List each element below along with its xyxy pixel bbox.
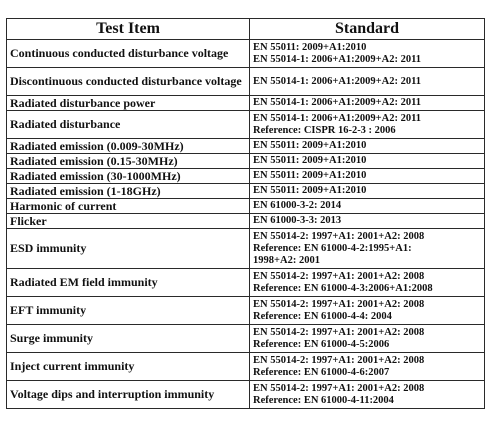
- standard-line: EN 55014-1: 2006+A1:2009+A2: 2011: [253, 53, 421, 65]
- standard-cell: [250, 96, 485, 111]
- standard-line: EN 61000-3-2: 2014: [253, 200, 342, 211]
- table-row: [7, 297, 485, 325]
- standard-line: EN 55014-2: 1997+A1: 2001+A2: 2008: [253, 230, 425, 242]
- standard-line: Reference: CISPR 16-2-3 : 2006: [253, 124, 396, 136]
- test-item-cell: ESD immunity: [7, 229, 250, 269]
- table-body: [7, 40, 485, 409]
- standard-cell: [250, 381, 485, 409]
- test-item-cell: Radiated disturbance: [7, 111, 250, 139]
- standard-cell: [250, 40, 485, 68]
- table-row: [7, 40, 485, 68]
- standard-line: Reference: EN 61000-4-5:2006: [253, 338, 390, 350]
- standard-line: EN 55011: 2009+A1:2010: [253, 155, 367, 166]
- test-item-cell: Flicker: [7, 214, 250, 229]
- table-row: [7, 169, 485, 184]
- test-item-cell: Radiated disturbance power: [7, 96, 250, 111]
- standard-cell: [250, 139, 485, 154]
- test-item-cell: Harmonic of current: [7, 199, 250, 214]
- test-item-cell: Surge immunity: [7, 325, 250, 353]
- table-row: [7, 214, 485, 229]
- table-row: [7, 184, 485, 199]
- standard-cell: [250, 229, 485, 269]
- standard-line: Reference: EN 61000-4-11:2004: [253, 394, 394, 406]
- table-row: [7, 68, 485, 96]
- standard-line: EN 55014-2: 1997+A1: 2001+A2: 2008: [253, 270, 425, 282]
- test-item-cell: Voltage dips and interruption immunity: [7, 381, 250, 409]
- standard-line: Reference: EN 61000-4-2:1995+A1:: [253, 242, 412, 254]
- standard-line: 1998+A2: 2001: [253, 254, 320, 266]
- standard-cell: [250, 169, 485, 184]
- standard-cell: [250, 111, 485, 139]
- table-row: [7, 139, 485, 154]
- table-row: [7, 111, 485, 139]
- standard-line: EN 55011: 2009+A1:2010: [253, 170, 367, 181]
- test-item-cell: Radiated EM field immunity: [7, 269, 250, 297]
- test-item-cell: EFT immunity: [7, 297, 250, 325]
- standard-cell: [250, 297, 485, 325]
- standard-line: Reference: EN 61000-4-6:2007: [253, 366, 390, 378]
- standard-line: EN 55011: 2009+A1:2010: [253, 185, 367, 196]
- standard-cell: [250, 269, 485, 297]
- standard-cell: [250, 184, 485, 199]
- standard-line: EN 55014-2: 1997+A1: 2001+A2: 2008: [253, 326, 425, 338]
- standard-line: EN 55014-2: 1997+A1: 2001+A2: 2008: [253, 382, 425, 394]
- table-row: [7, 154, 485, 169]
- test-item-cell: Continuous conducted disturbance voltage: [7, 40, 250, 68]
- standard-cell: [250, 353, 485, 381]
- standard-cell: [250, 68, 485, 96]
- table-row: [7, 325, 485, 353]
- table-row: [7, 199, 485, 214]
- standard-line: EN 55011: 2009+A1:2010: [253, 140, 367, 151]
- test-item-cell: Radiated emission (30-1000MHz): [7, 169, 250, 184]
- standard-line: EN 55014-2: 1997+A1: 2001+A2: 2008: [253, 354, 425, 366]
- header-standard: Standard: [250, 19, 485, 40]
- standard-cell: [250, 325, 485, 353]
- test-item-cell: Radiated emission (0.15-30MHz): [7, 154, 250, 169]
- test-item-cell: Inject current immunity: [7, 353, 250, 381]
- standard-line: EN 55014-1: 2006+A1:2009+A2: 2011: [253, 112, 421, 124]
- test-standards-table: [6, 18, 485, 409]
- standard-line: EN 55011: 2009+A1:2010: [253, 41, 367, 53]
- table-row: [7, 269, 485, 297]
- test-item-cell: Discontinuous conducted disturbance voltage: [7, 68, 250, 96]
- standard-line: EN 55014-1: 2006+A1:2009+A2: 2011: [253, 97, 421, 108]
- table-row: [7, 229, 485, 269]
- table-row: [7, 96, 485, 111]
- standard-cell: [250, 199, 485, 214]
- test-item-cell: Radiated emission (1-18GHz): [7, 184, 250, 199]
- table-row: [7, 381, 485, 409]
- standard-line: EN 61000-3-3: 2013: [253, 215, 342, 226]
- table-header-row: [7, 19, 485, 40]
- standard-line: Reference: EN 61000-4-3:2006+A1:2008: [253, 282, 433, 294]
- standard-cell: [250, 154, 485, 169]
- standard-cell: [250, 214, 485, 229]
- standard-line: Reference: EN 61000-4-4: 2004: [253, 310, 392, 322]
- header-test-item: Test Item: [7, 19, 250, 40]
- table-row: [7, 353, 485, 381]
- test-item-cell: Radiated emission (0.009-30MHz): [7, 139, 250, 154]
- standard-line: EN 55014-2: 1997+A1: 2001+A2: 2008: [253, 298, 425, 310]
- standard-line: EN 55014-1: 2006+A1:2009+A2: 2011: [253, 75, 421, 87]
